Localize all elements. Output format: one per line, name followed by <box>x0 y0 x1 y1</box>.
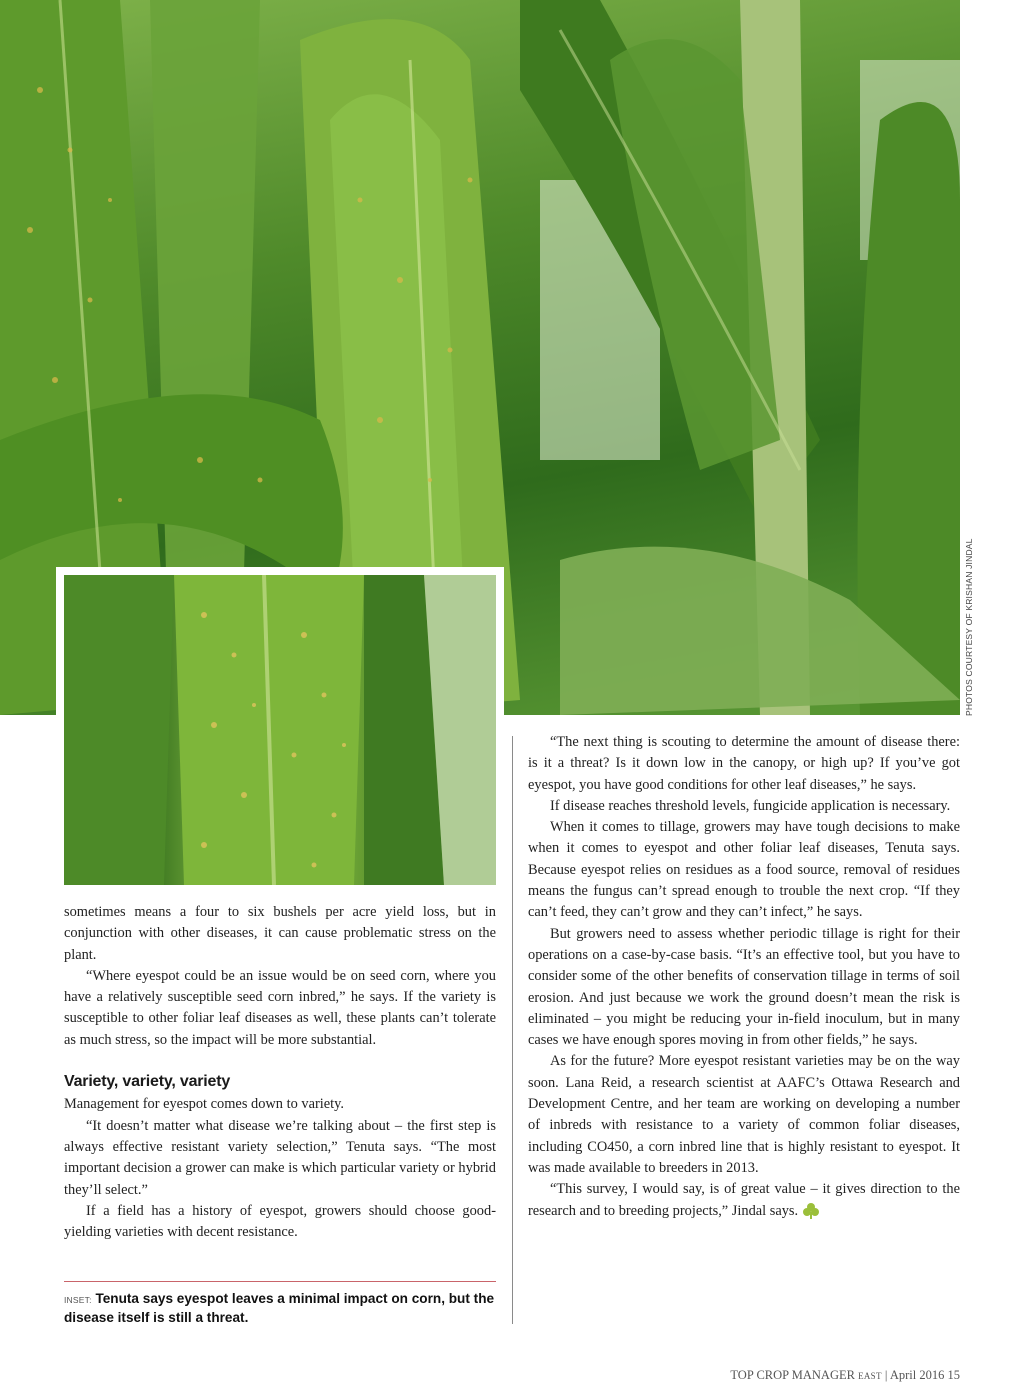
body-paragraph: If a field has a history of eyespot, growers should choose good-yielding varieties with decent resistance. <box>64 1202 496 1241</box>
body-paragraph: Management for eyespot comes down to variety. <box>64 1096 344 1113</box>
inset-photo-frame <box>56 567 504 893</box>
inset-photo-illustration <box>64 575 496 885</box>
inset-caption <box>64 1290 504 1326</box>
magazine-name: TOP CROP MANAGER <box>730 1368 855 1382</box>
caption-divider <box>64 1281 496 1282</box>
page-footer <box>600 1368 960 1383</box>
issue-date: April 2016 <box>889 1368 945 1382</box>
body-paragraph-last <box>528 1179 960 1222</box>
end-of-article-leaf-icon <box>802 1202 820 1220</box>
body-paragraph: If disease reaches threshold levels, fungicide application is necessary. <box>550 797 951 814</box>
body-paragraph: sometimes means a four to six bushels per acre yield loss, but in conjunction with other diseases, it can cause problematic stress on the plant. <box>64 904 496 963</box>
caption-text: Tenuta says eyespot leaves a minimal impact on corn, but the disease itself is still a threat. <box>64 1291 495 1325</box>
body-paragraph: As for the future? More eyespot resistant varieties may be on the way soon. Lana Reid, a research scientist at AAFC’s Ottawa Research and Development Centre, and her team are working on developing a number of inbreds with resistance to a variety of common foliar diseases, including CO450, a corn inbred line that is highly resistant to eyespot. It was made available to breeders in 2013. <box>528 1053 960 1176</box>
footer-separator: | <box>884 1368 888 1382</box>
caption-tag: INSET: <box>64 1295 92 1305</box>
body-paragraph: “Where eyespot could be an issue would be on seed corn, where you have a relatively susceptible seed corn inbred,” he says. If the variety is susceptible to other foliar leaf diseases as well, these plants can’t tolerate as much stress, so the impact will be more substantial. <box>64 967 496 1048</box>
body-paragraph: “The next thing is scouting to determine the amount of disease there: is it a threat? Is it down low in the canopy, or high up? If you’ve got eyespot, you have good conditions for other leaf diseases,” he says. <box>528 734 960 793</box>
photo-credit: PHOTOS COURTESY OF KRISHAN JINDAL <box>964 538 974 716</box>
body-paragraph: “It doesn’t matter what disease we’re talking about – the first step is always effective resistant variety selection,” Tenuta says. “The most important decision a grower can make is which particular variety or hybrid they’ll select.” <box>64 1117 496 1198</box>
page-number: 15 <box>947 1368 960 1382</box>
right-text-column <box>528 732 960 1222</box>
body-paragraph: But growers need to assess whether periodic tillage is right for their operations on a case-by-case basis. “It’s an effective tool, but you have to consider some of the other benefits of conservation tillage in terms of soil erosion. And just because we work the ground doesn’t mean the risk is eliminated – you might be reducing your in-field inoculum, but in many cases we have enough spores moving in from other fields,” he says. <box>528 925 960 1049</box>
column-divider <box>512 736 513 1324</box>
body-paragraph: When it comes to tillage, growers may have tough decisions to make when it comes to eyespot and other foliar leaf diseases, Tenuta says. Because eyespot relies on residues as a food source, removal of residues means the fungus can’t spread enough to trouble the next crop. “If they can’t feed, they can’t grow and they can’t infect,” he says. <box>528 819 960 921</box>
section-subhead: Variety, variety, variety <box>64 1073 231 1091</box>
magazine-edition: EAST <box>858 1371 882 1381</box>
inset-photo-diseased-leaf <box>64 575 496 885</box>
last-paragraph-text: “This survey, I would say, is of great value – it gives direction to the research and to breeding projects,” Jindal says. <box>528 1181 960 1219</box>
left-text-column <box>64 902 496 1243</box>
